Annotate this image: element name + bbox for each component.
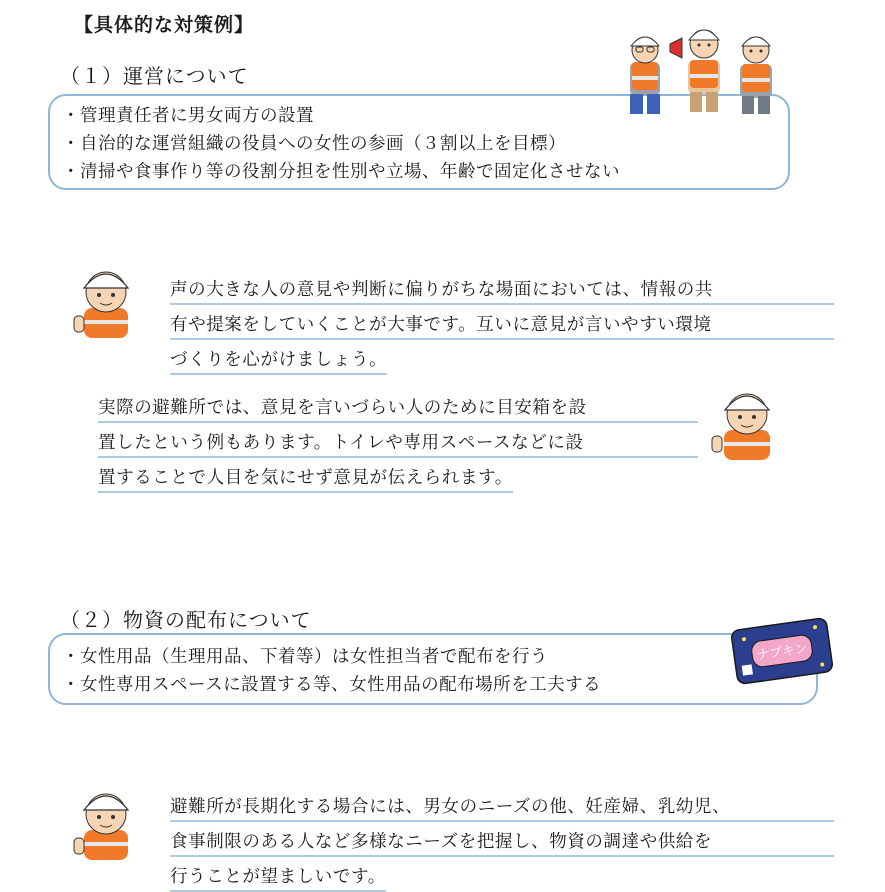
list-item: ・管理責任者に男女両方の設置 [62, 106, 314, 126]
list-item: ・自治的な運営組織の役員への女性の参画（３割以上を目標） [62, 134, 566, 154]
helper-character-illustration [706, 384, 782, 464]
napkin-package-illustration [726, 612, 838, 690]
note-line: 行うことが望ましいです。 [170, 863, 386, 892]
note-line: 声の大きな人の意見や判断に偏りがちな場面においては、情報の共 [170, 276, 834, 305]
note2 [98, 394, 698, 493]
note-line: 避難所が長期化する場合には、男女のニーズの他、妊産婦、乳幼児、 [170, 793, 834, 822]
page-heading: 【具体的な対策例】 [74, 14, 255, 36]
note1 [170, 276, 834, 375]
note-line: 置したという例もあります。トイレや専用スペースなどに設 [98, 429, 698, 458]
note-line: 有や提案をしていくことが大事です。互いに意見が言いやすい環境 [170, 311, 834, 340]
napkin-label: ナプキン [755, 641, 809, 664]
note-line: 置することで人目を気にせず意見が伝えられます。 [98, 464, 513, 493]
helper-character-illustration [70, 784, 140, 864]
list-item: ・清掃や食事作り等の役割分担を性別や立場、年齢で固定化させない [62, 162, 620, 182]
section1-title: （１）運営について [60, 64, 249, 88]
note-line: 実際の避難所では、意見を言いづらい人のために目安箱を設 [98, 394, 698, 423]
note-line: 食事制限のある人など多様なニーズを把握し、物資の調達や供給を [170, 828, 834, 857]
note-line: づくりを心がけましょう。 [170, 346, 387, 375]
section2-box [48, 633, 818, 705]
helper-character-illustration [70, 262, 140, 342]
note3 [170, 793, 834, 892]
section2-title: （２）物資の配布について [60, 608, 312, 632]
list-item: ・女性用品（生理用品、下着等）は女性担当者で配布を行う [62, 647, 548, 667]
list-item: ・女性専用スペースに設置する等、女性用品の配布場所を工夫する [62, 675, 602, 695]
staff-group-illustration [616, 14, 788, 118]
